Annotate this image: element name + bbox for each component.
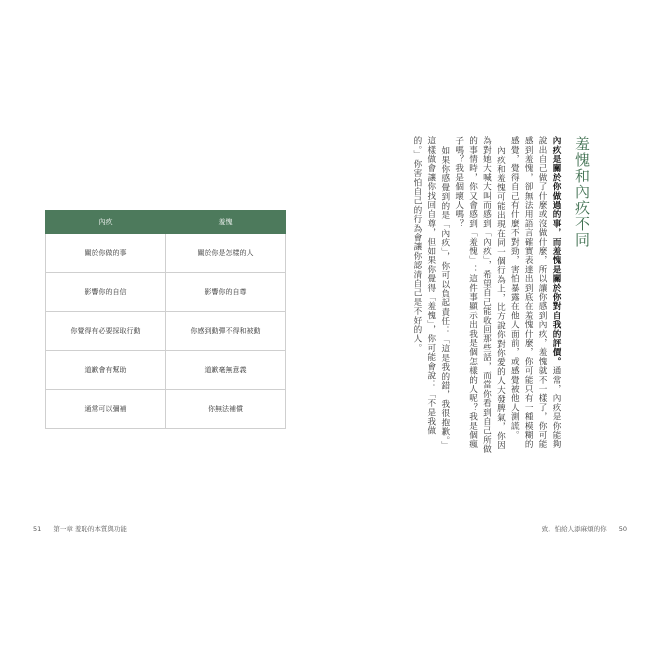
table-cell: 道歉毫無意義	[166, 351, 286, 390]
table-cell: 你無法補償	[166, 390, 286, 429]
right-page-footer	[532, 524, 627, 533]
table-row	[46, 273, 286, 312]
table-row	[46, 390, 286, 429]
table-cell: 關於你做的事	[46, 234, 166, 273]
table-cell: 關於你是怎樣的人	[166, 234, 286, 273]
paragraph-1-body: 通常，內疚是你能夠說出自己做了什麼或沒做什麼，所以讓你感到內疚，羞愧就不一樣了，你可能感到羞愧，卻無法用語言確實表達出到底在羞愧什麼，你可能只有一種模糊的感覺，覺得自己有什麼不對勁，害怕暴露在他人面前，或感覺被他人測謊。	[509, 136, 561, 449]
table-cell: 影響你的自尊	[166, 273, 286, 312]
table-row	[46, 234, 286, 273]
table-cell: 影響你的自信	[46, 273, 166, 312]
paragraph-1	[506, 136, 562, 454]
table-row	[46, 312, 286, 351]
chapter-title: 第一章 羞恥的本質與功能	[53, 525, 127, 533]
table-cell: 你感到動彈不得和被動	[166, 312, 286, 351]
table-row	[46, 351, 286, 390]
table-cell: 通常可以彌補	[46, 390, 166, 429]
table-cell: 你覺得有必要採取行動	[46, 312, 166, 351]
table-cell: 道歉會有幫助	[46, 351, 166, 390]
book-title: 致．怕給人添麻煩的你	[541, 525, 607, 533]
paragraph-2: 內疚和羞愧可能出現在同一個行為上，比方說你對你愛的人大發脾氣，你因為對她大喊大叫而感到「內疚」，希望自己能收回那些話，而當你看到自己所做的事情時，你又會感到「羞愧」：這件事顯示出我是個怎樣的人呢？我是個瘋子嗎？我是個壞人嗎？	[453, 136, 506, 454]
section-heading: 羞愧和內疚不同	[573, 136, 591, 248]
right-page-number: 50	[618, 525, 627, 533]
left-page-footer	[33, 524, 137, 533]
table-header-row	[46, 211, 286, 234]
paragraph-3: 如果你感覺到的是「內疚」，你可以負起責任：「這是我的錯，我很抱歉。」這樣做會讓你找回自尊，但如果你覺得「羞愧」，你可能會說：「不是我做的。」你害怕自己的行為會讓你認清自己是不好的人。	[411, 136, 450, 451]
guilt-shame-comparison-table	[45, 210, 286, 429]
header-guilt: 內疚	[46, 211, 166, 234]
left-page-number: 51	[33, 525, 42, 533]
header-shame: 羞愧	[166, 211, 286, 234]
right-page-text	[409, 136, 589, 454]
key-sentence: 內疚是關於你做過的事，而羞愧是關於你對自我的評價。	[551, 136, 561, 366]
